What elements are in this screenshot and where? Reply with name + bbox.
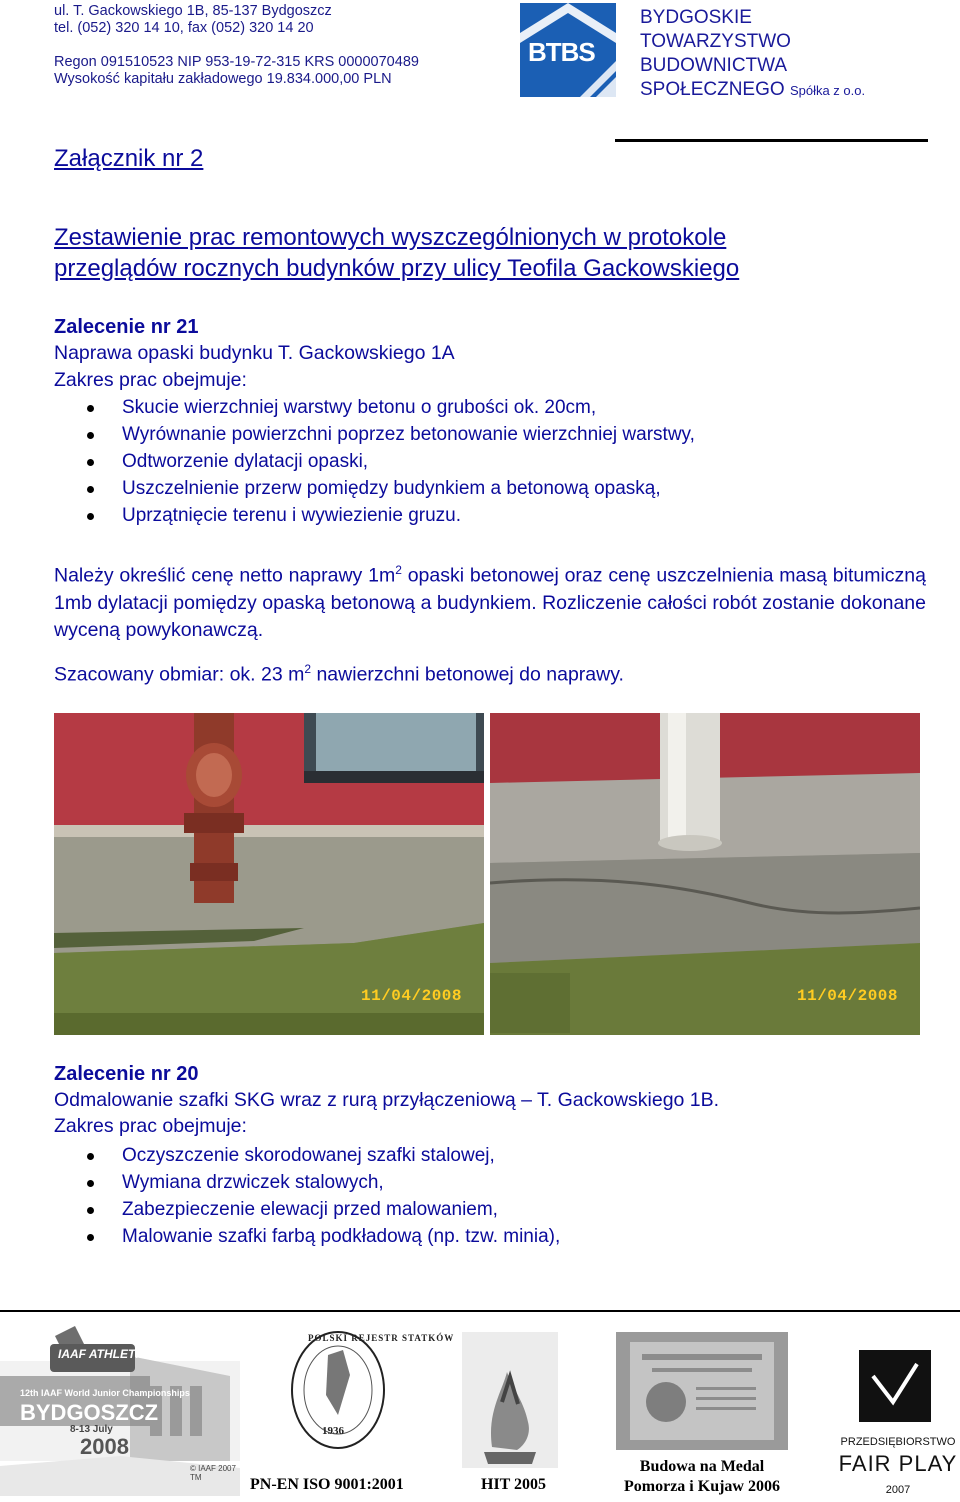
company-suffix: Spółka z o.o. <box>789 83 866 98</box>
hit-trophy <box>462 1332 558 1468</box>
iaaf-logo-text: IAAF ATHLETICS <box>58 1347 156 1361</box>
header-phone: tel. (052) 320 14 10, fax (052) 320 14 20 <box>54 20 314 36</box>
list-item: Uprzątnięcie terenu i wywiezienie gruzu. <box>54 502 924 529</box>
rec21-pricing-note <box>54 557 926 644</box>
company-line-2: TOWARZYSTWO <box>640 31 791 52</box>
iaaf-year: 2008 <box>80 1434 129 1459</box>
logo-text: BTBS <box>528 37 595 67</box>
iaaf-dates: 8-13 July <box>70 1424 113 1435</box>
iaaf-logo <box>0 1316 240 1496</box>
medal-line-1: Budowa na Medal <box>639 1458 765 1475</box>
header-registry: Regon 091510523 NIP 953-19-72-315 KRS 0000070489 <box>54 54 419 70</box>
list-item: Zabezpieczenie elewacji przed malowaniem, <box>54 1196 924 1223</box>
company-name <box>640 6 865 103</box>
footer-rule <box>0 1310 960 1312</box>
btbs-logo <box>520 3 616 97</box>
rec20-scope-label: Zakres prac obejmuje: <box>54 1115 247 1137</box>
list-item: Odtworzenie dylatacji opaski, <box>54 448 924 475</box>
header-rule <box>615 139 928 142</box>
fair-play-main: FAIR PLAY <box>838 1451 958 1476</box>
estimate-text-b: nawierzchni betonowej do naprawy. <box>311 663 624 686</box>
iaaf-copyright: © IAAF 2007 TM <box>190 1464 236 1482</box>
iaaf-event: 12th IAAF World Junior Championships <box>20 1388 190 1398</box>
header-address: ul. T. Gackowskiego 1B, 85-137 Bydgoszcz <box>54 3 332 19</box>
estimate-sup: 2 <box>304 662 312 676</box>
fair-play-top: PRZEDSIĘBIORSTWO <box>840 1436 956 1448</box>
rec20-list <box>54 1142 924 1250</box>
rec20-heading: Zalecenie nr 20 <box>54 1063 199 1085</box>
rec21-subject: Naprawa opaski budynku T. Gackowskiego 1A <box>54 342 455 364</box>
medal-certificate <box>616 1332 788 1450</box>
list-item: Wymiana drzwiczek stalowych, <box>54 1169 924 1196</box>
pricing-text-a: Należy określić cenę netto naprawy 1m <box>54 564 396 587</box>
list-item: Oczyszczenie skorodowanej szafki stalowej, <box>54 1142 924 1169</box>
medal-label <box>612 1457 792 1497</box>
photo-pipe <box>54 713 484 1035</box>
rec21-heading: Zalecenie nr 21 <box>54 316 199 338</box>
estimate-text-a: Szacowany obmiar: ok. 23 m <box>54 663 305 686</box>
medal-line-2: Pomorza i Kujaw 2006 <box>624 1478 780 1495</box>
fair-play-year: 2007 <box>885 1484 911 1496</box>
rec21-scope-label: Zakres prac obejmuje: <box>54 369 247 391</box>
seal-year: 1936 <box>322 1425 344 1437</box>
rec21-list <box>54 394 924 529</box>
hit-label: HIT 2005 <box>481 1476 547 1493</box>
list-item: Uszczelnienie przerw pomiędzy budynkiem a betonową opaską, <box>54 475 924 502</box>
iaaf-city: BYDGOSZCZ <box>20 1400 159 1425</box>
company-line-4: SPOŁECZNEGO <box>640 79 785 100</box>
photo-date-1: 11/04/2008 <box>360 987 462 1005</box>
list-item: Wyrównanie powierzchni poprzez betonowanie wierzchniej warstwy, <box>54 421 924 448</box>
header-capital: Wysokość kapitału zakładowego 19.834.000,00 PLN <box>54 71 392 87</box>
pricing-text-b: opaski betonowej oraz cenę uszczelnienia masą bitumiczną 1mb dylatacji pomiędzy opaską betonową a budynkiem. Rozliczenie całości robót zostanie dokonane wyceną powykonawczą. <box>54 564 926 641</box>
prs-seal <box>288 1325 455 1455</box>
list-item: Malowanie szafki farbą podkładową (np. tzw. minia), <box>54 1223 924 1250</box>
list-item: Skucie wierzchniej warstwy betonu o grubości ok. 20cm, <box>54 394 924 421</box>
photo-date-2: 11/04/2008 <box>796 987 898 1005</box>
photo-column <box>490 713 920 1035</box>
rec20-subject: Odmalowanie szafki SKG wraz z rurą przyłączeniową – T. Gackowskiego 1B. <box>54 1089 720 1111</box>
iso-label: PN-EN ISO 9001:2001 <box>250 1476 404 1493</box>
title-line-2: przeglądów rocznych budynków przy ulicy Teofila Gackowskiego <box>54 255 740 282</box>
title-line-1: Zestawienie prac remontowych wyszczególnionych w protokole <box>54 224 727 251</box>
attachment-label: Załącznik nr 2 <box>54 145 204 172</box>
fair-play-logo <box>836 1350 960 1502</box>
seal-text: POLSKI REJESTR STATKÓW <box>308 1333 455 1343</box>
pricing-sup: 2 <box>395 563 402 577</box>
rec21-estimate <box>54 662 624 687</box>
company-line-1: BYDGOSKIE <box>640 7 752 28</box>
company-line-3: BUDOWNICTWA <box>640 55 788 76</box>
